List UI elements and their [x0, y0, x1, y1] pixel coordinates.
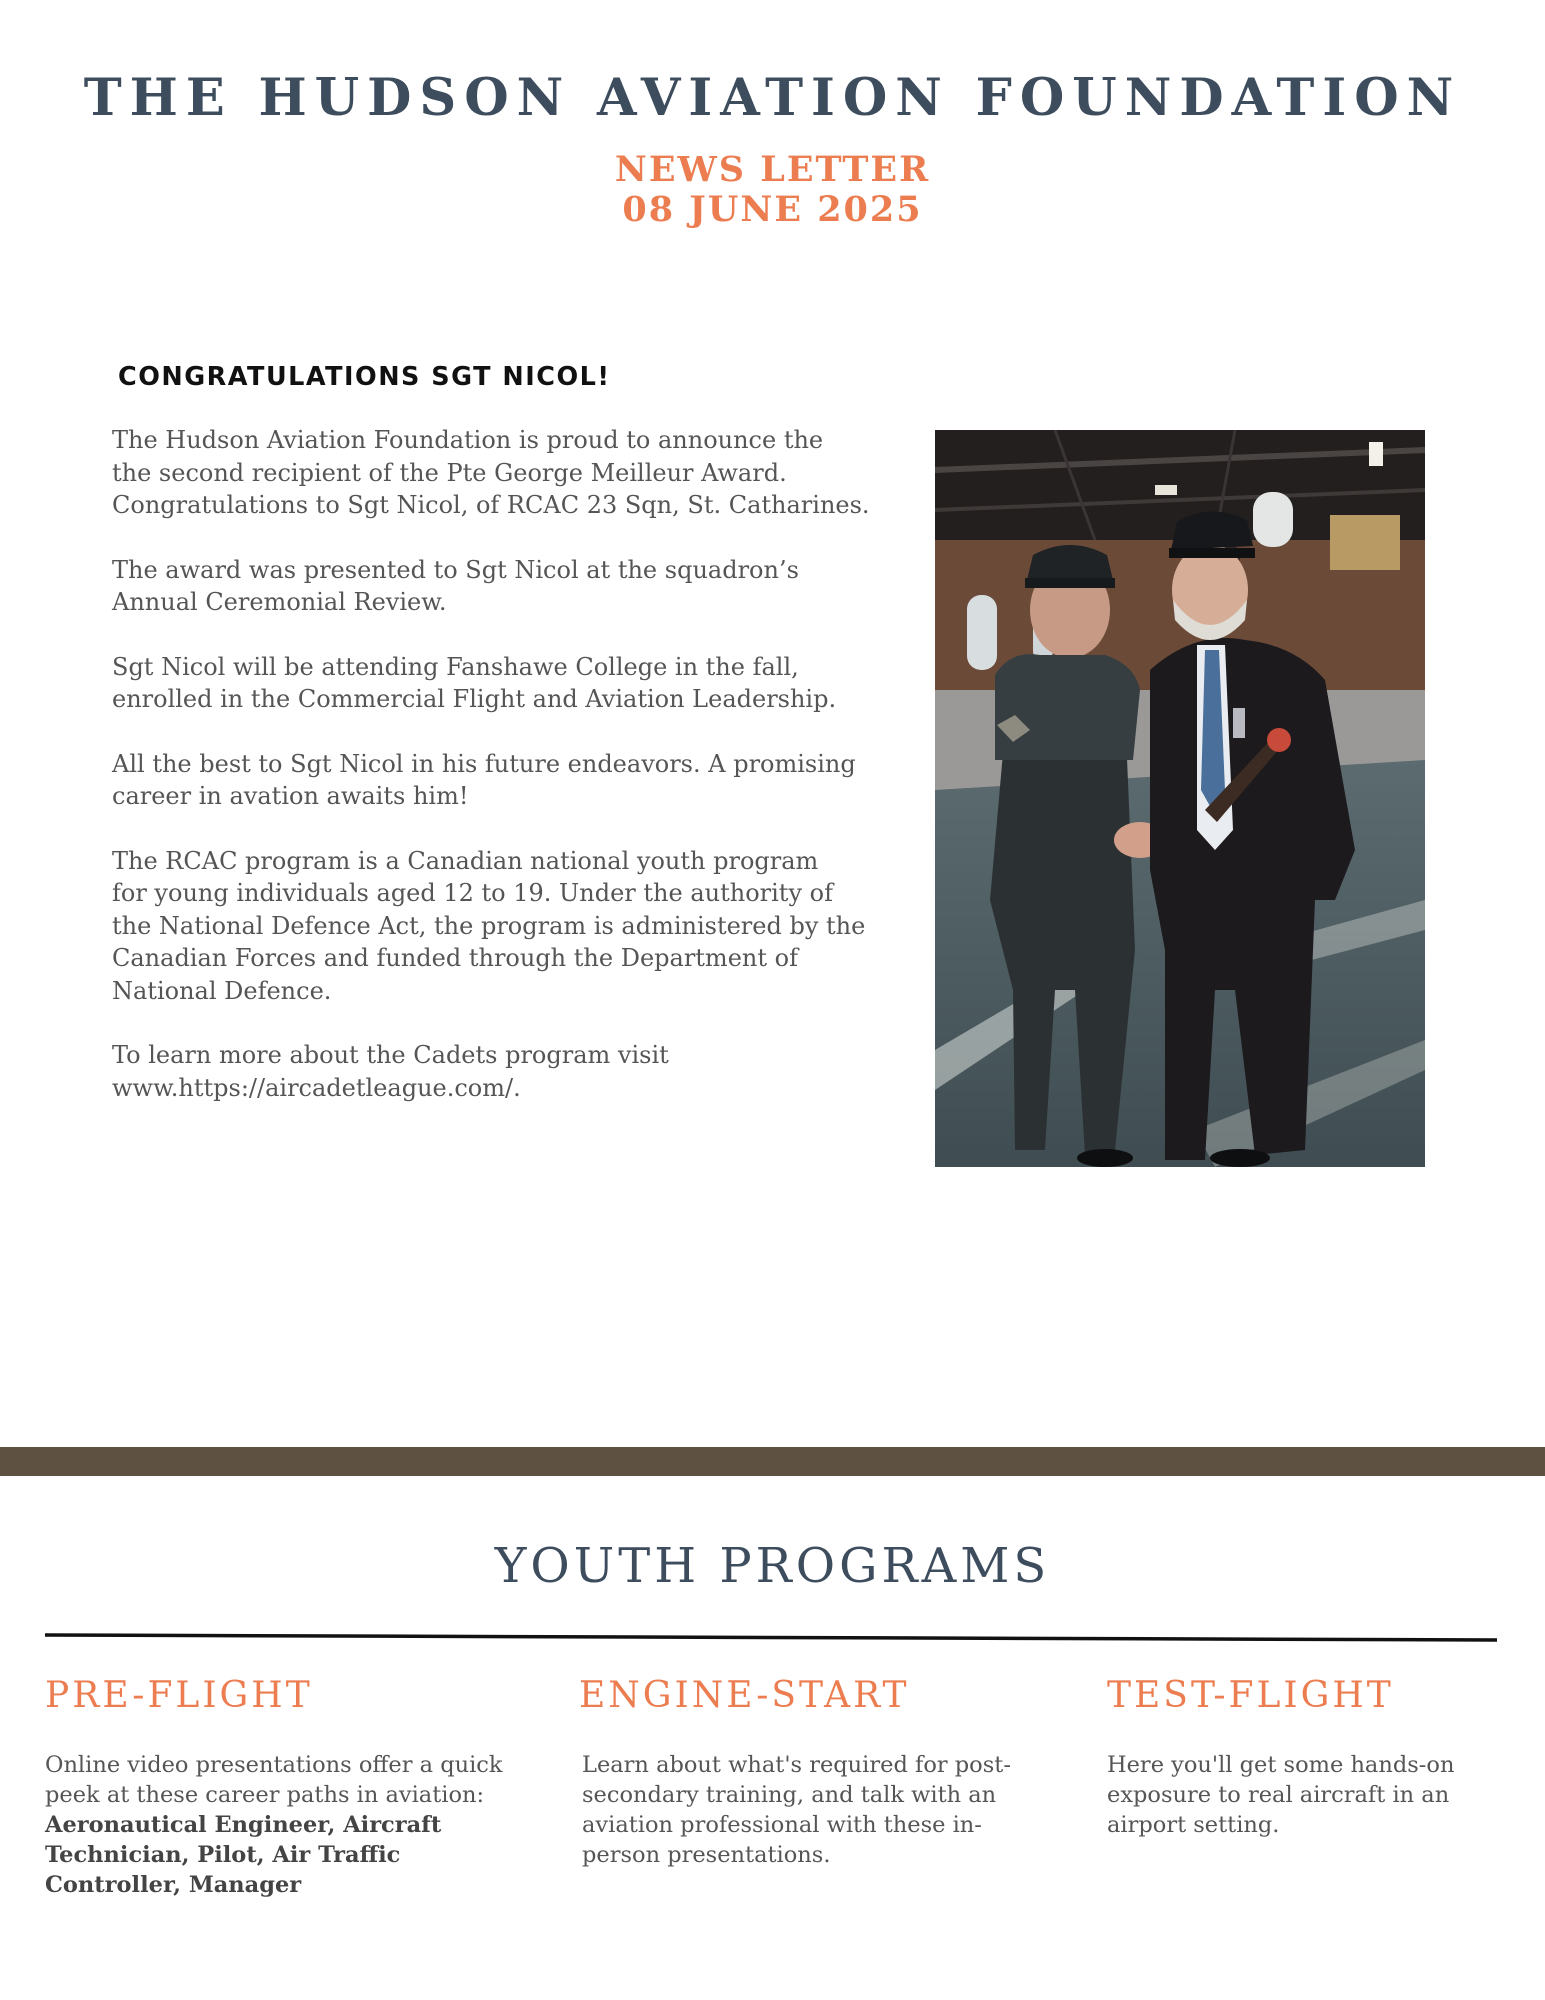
youth-programs-title: YOUTH PROGRAMS — [494, 1538, 1051, 1594]
newsletter-label: NEWS LETTER — [614, 149, 931, 190]
article-paragraph: The Hudson Aviation Foundation is proud to announce the the second recipient of the Pte George Meilleur Award. Congratulations to Sgt Nicol, of RCAC 23 Sqn, St. Catharines. — [112, 426, 870, 519]
program-description-engine-start: Learn about what's required for post- secondary training, and talk with an aviation professional with these in- person presentations. — [582, 1752, 1011, 1868]
article-paragraph: To learn more about the Cadets program visit www.https://aircadetleague.com/. — [112, 1041, 669, 1102]
article-paragraph: The award was presented to Sgt Nicol at the squadron’s Annual Ceremonial Review. — [112, 555, 799, 616]
newsletter-date: 08 JUNE 2025 — [622, 189, 923, 230]
program-title-engine-start: ENGINE-START — [579, 1675, 910, 1716]
program-title-pre-flight: PRE-FLIGHT — [45, 1675, 313, 1716]
section-divider-bar — [0, 1447, 1545, 1476]
article-paragraph: Sgt Nicol will be attending Fanshawe College in the fall, enrolled in the Commercial Flight and Aviation Leadership. — [112, 652, 837, 713]
newsletter-subtitle — [0, 150, 1545, 230]
section-rule — [45, 1632, 1497, 1644]
article-heading: CONGRATULATIONS SGT NICOL! — [118, 362, 611, 392]
career-paths-list: Aeronautical Engineer, Aircraft Technician, Pilot, Air Traffic Controller, Manager — [45, 1812, 442, 1898]
org-title: THE HUDSON AVIATION FOUNDATION — [83, 68, 1462, 128]
award-presentation-photo — [935, 430, 1425, 1167]
article-body — [112, 424, 902, 1136]
program-description-pre-flight — [45, 1750, 545, 1900]
program-title-test-flight: TEST-FLIGHT — [1107, 1675, 1394, 1716]
article-paragraph: All the best to Sgt Nicol in his future endeavors. A promising career in avation awaits him! — [112, 749, 856, 810]
article-paragraph: The RCAC program is a Canadian national youth program for young individuals aged 12 to 19. Under the authority of the National Defence Act, the program is administered by the Canadian Forces and funded through the Department of National Defence. — [112, 846, 866, 1005]
program-description-test-flight: Here you'll get some hands-on exposure to real aircraft in an airport setting. — [1107, 1752, 1455, 1838]
program-text: Online video presentations offer a quick peek at these career paths in aviation: — [45, 1752, 503, 1808]
